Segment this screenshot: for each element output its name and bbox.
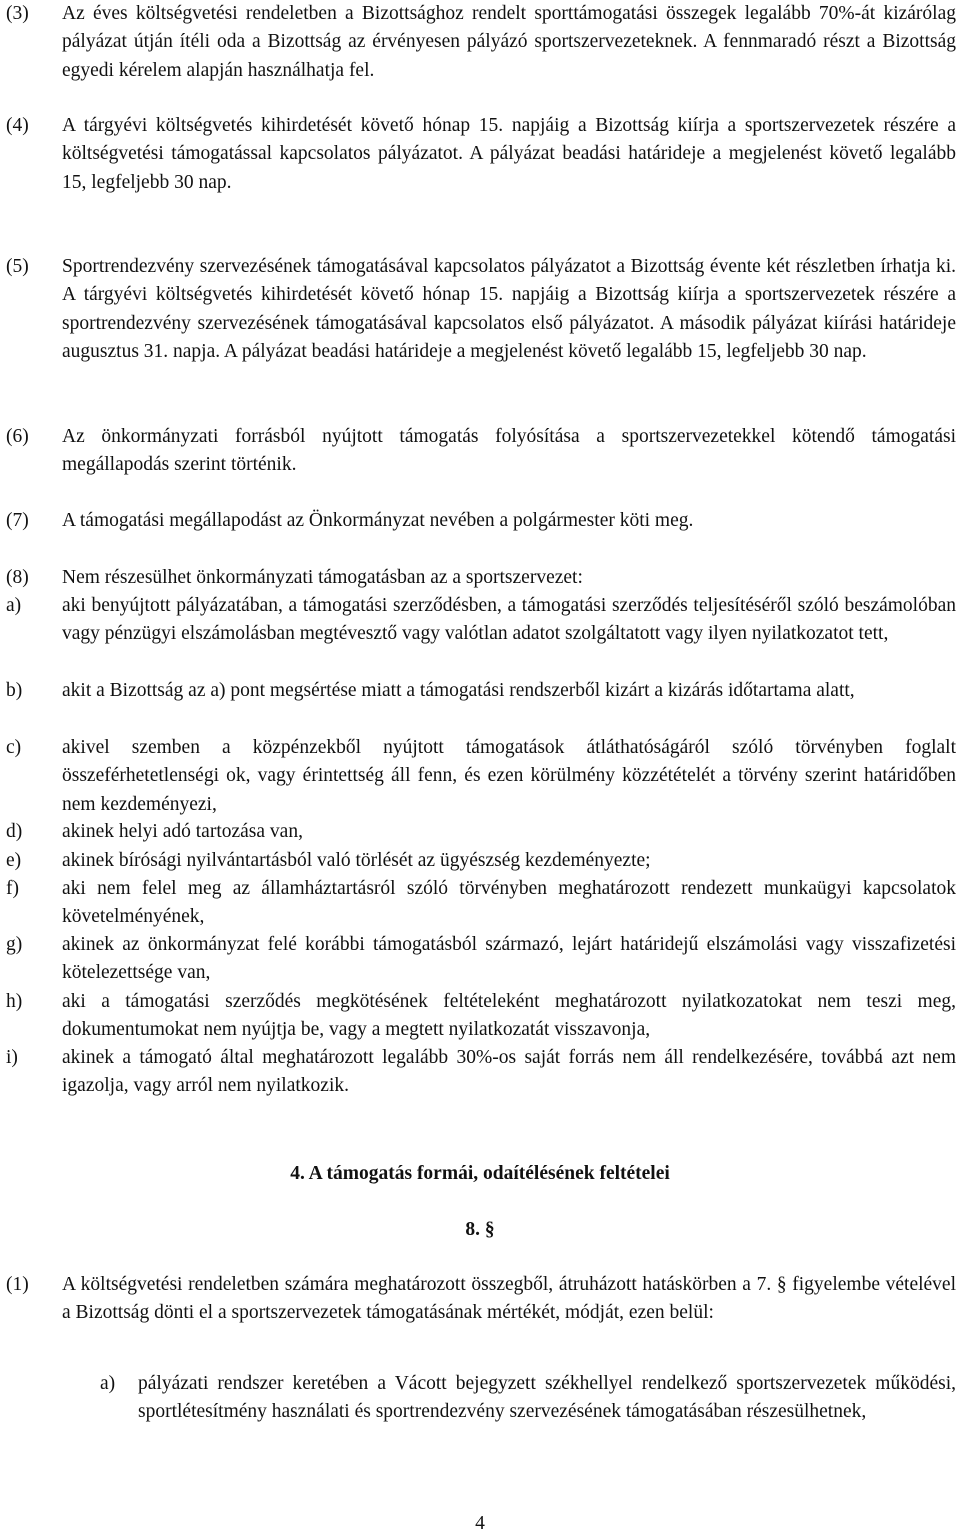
list-item-a xyxy=(6,592,956,649)
paragraph-7 xyxy=(6,507,956,535)
sub-item-letter: a) xyxy=(100,1373,116,1394)
paragraph-text: A támogatási megállapodást az Önkormányzat nevében a polgármester köti meg. xyxy=(62,510,694,531)
list-item-text: akinek a támogató által meghatározott legalább 30%-os saját forrás nem áll rendelkezésére, továbbá azt nem igazolja, vagy arról nem nyilatkozik. xyxy=(62,1047,956,1097)
paragraph-text: A tárgyévi költségvetés kihirdetését követő hónap 15. napjáig a Bizottság kiírja a sportszervezetek részére a költségvetési támogatással kapcsolatos pályázatot. A pályázat beadási határideje a megjelenést követő legalább 15, legfeljebb 30 nap. xyxy=(62,115,956,193)
list-item-e xyxy=(6,847,956,875)
list-item-text: aki nem felel meg az államháztartásról szóló törvényben meghatározott rendezett munkaügyi kapcsolatok követelményének, xyxy=(62,878,956,928)
list-item-i xyxy=(6,1044,956,1101)
list-item-letter: e) xyxy=(6,850,22,871)
list-item-letter: i) xyxy=(6,1047,18,1068)
list-item-text: aki a támogatási szerződés megkötésének feltételeként meghatározott nyilatkozatokat nem teszi meg, dokumentumokat nem nyújtja be, vagy a megtett nyilatkozatát visszavonja, xyxy=(62,991,956,1041)
list-item-letter: a) xyxy=(6,595,22,616)
paragraph-text: A költségvetési rendeletben számára meghatározott összegből, átruházott hatáskörben a 7. § figyelembe vételével a Bizottság dönti el a sportszervezetek támogatásának mértékét, módját, ezen belül: xyxy=(62,1274,956,1324)
section-number: 8. § xyxy=(465,1219,495,1240)
paragraph-8 xyxy=(6,564,956,592)
paragraph-number: (6) xyxy=(6,426,29,447)
list-item-c xyxy=(6,734,956,819)
list-item-letter: h) xyxy=(6,991,23,1012)
list-item-d xyxy=(6,818,956,846)
list-item-text: aki benyújtott pályázatában, a támogatási szerződésben, a támogatási szerződés teljesítéséről szóló beszámolóban vagy pénzügyi elszámolásban megtévesztő vagy valótlan adatot szolgáltatott vagy ilyen nyilatkozatot tett, xyxy=(62,595,956,645)
list-item-letter: d) xyxy=(6,821,23,842)
list-item-h xyxy=(6,988,956,1045)
paragraph-number: (5) xyxy=(6,256,29,277)
paragraph-number: (7) xyxy=(6,510,29,531)
list-item-text: akinek az önkormányzat felé korábbi támogatásból származó, lejárt határidejű elszámolási vagy visszafizetési kötelezettsége van, xyxy=(62,934,956,984)
paragraph-text: Sportrendezvény szervezésének támogatásával kapcsolatos pályázatot a Bizottság évente két részletben írhatja ki. A tárgyévi költségvetés kihirdetését követő hónap 15. napjáig a Bizottság kiírja a sportszervezetek részére a sportrendezvény szervezésének támogatásával kapcsolatos első pályázatot. A második pályázat kiírási határideje augusztus 31. napja. A pályázat beadási határideje a megjelenést követő legalább 15, legfeljebb 30 nap. xyxy=(62,256,956,362)
list-item-text: akinek bírósági nyilvántartásból való törlését az ügyészség kezdeményezte; xyxy=(62,850,651,871)
paragraph-text: Nem részesülhet önkormányzati támogatásban az a sportszervezet: xyxy=(62,567,583,588)
list-item-text: akinek helyi adó tartozása van, xyxy=(62,821,303,842)
paragraph-number: (4) xyxy=(6,115,29,136)
section-paragraph-1 xyxy=(6,1271,956,1328)
list-item-f xyxy=(6,875,956,932)
paragraph-text: Az éves költségvetési rendeletben a Bizottsághoz rendelt sporttámogatási összegek legalább 70%-át kizárólag pályázat útján ítéli oda a Bizottság az érvényesen pályázó sportszervezeteknek. A fennmaradó részt a Bizottság egyedi kérelem alapján használhatja fel. xyxy=(62,3,956,81)
paragraph-number: (1) xyxy=(6,1274,29,1295)
paragraph-3 xyxy=(6,0,956,85)
list-item-text: akit a Bizottság az a) pont megsértése miatt a támogatási rendszerből kizárt a kizárás időtartama alatt, xyxy=(62,680,855,701)
list-item-g xyxy=(6,931,956,988)
page-number: 4 xyxy=(475,1513,485,1534)
list-item-letter: c) xyxy=(6,737,22,758)
list-item-letter: g) xyxy=(6,934,23,955)
paragraph-4 xyxy=(6,112,956,197)
list-item-letter: b) xyxy=(6,680,23,701)
list-item-text: akivel szemben a közpénzekből nyújtott támogatások átláthatóságáról szóló törvényben foglalt összeférhetetlenségi ok, vagy érintettség áll fenn, és ezen körülmény közzétételét a törvény szerint határidőben nem kezdeményezi, xyxy=(62,737,956,815)
paragraph-6 xyxy=(6,423,956,480)
paragraph-number: (3) xyxy=(6,3,29,24)
sub-item-a xyxy=(100,1370,956,1427)
paragraph-5 xyxy=(6,253,956,366)
section-heading: 4. A támogatás formái, odaítélésének feltételei xyxy=(290,1163,670,1184)
sub-item-text: pályázati rendszer keretében a Vácott bejegyzett székhellyel rendelkező sportszervezetek működési, sportlétesítmény használati és sportrendezvény szervezésének támogatásában részesülhetnek, xyxy=(138,1373,956,1423)
paragraph-number: (8) xyxy=(6,567,29,588)
paragraph-text: Az önkormányzati forrásból nyújtott támogatás folyósítása a sportszervezetekkel kötendő támogatási megállapodás szerint történik. xyxy=(62,426,956,476)
list-item-letter: f) xyxy=(6,878,19,899)
list-item-b xyxy=(6,677,956,705)
